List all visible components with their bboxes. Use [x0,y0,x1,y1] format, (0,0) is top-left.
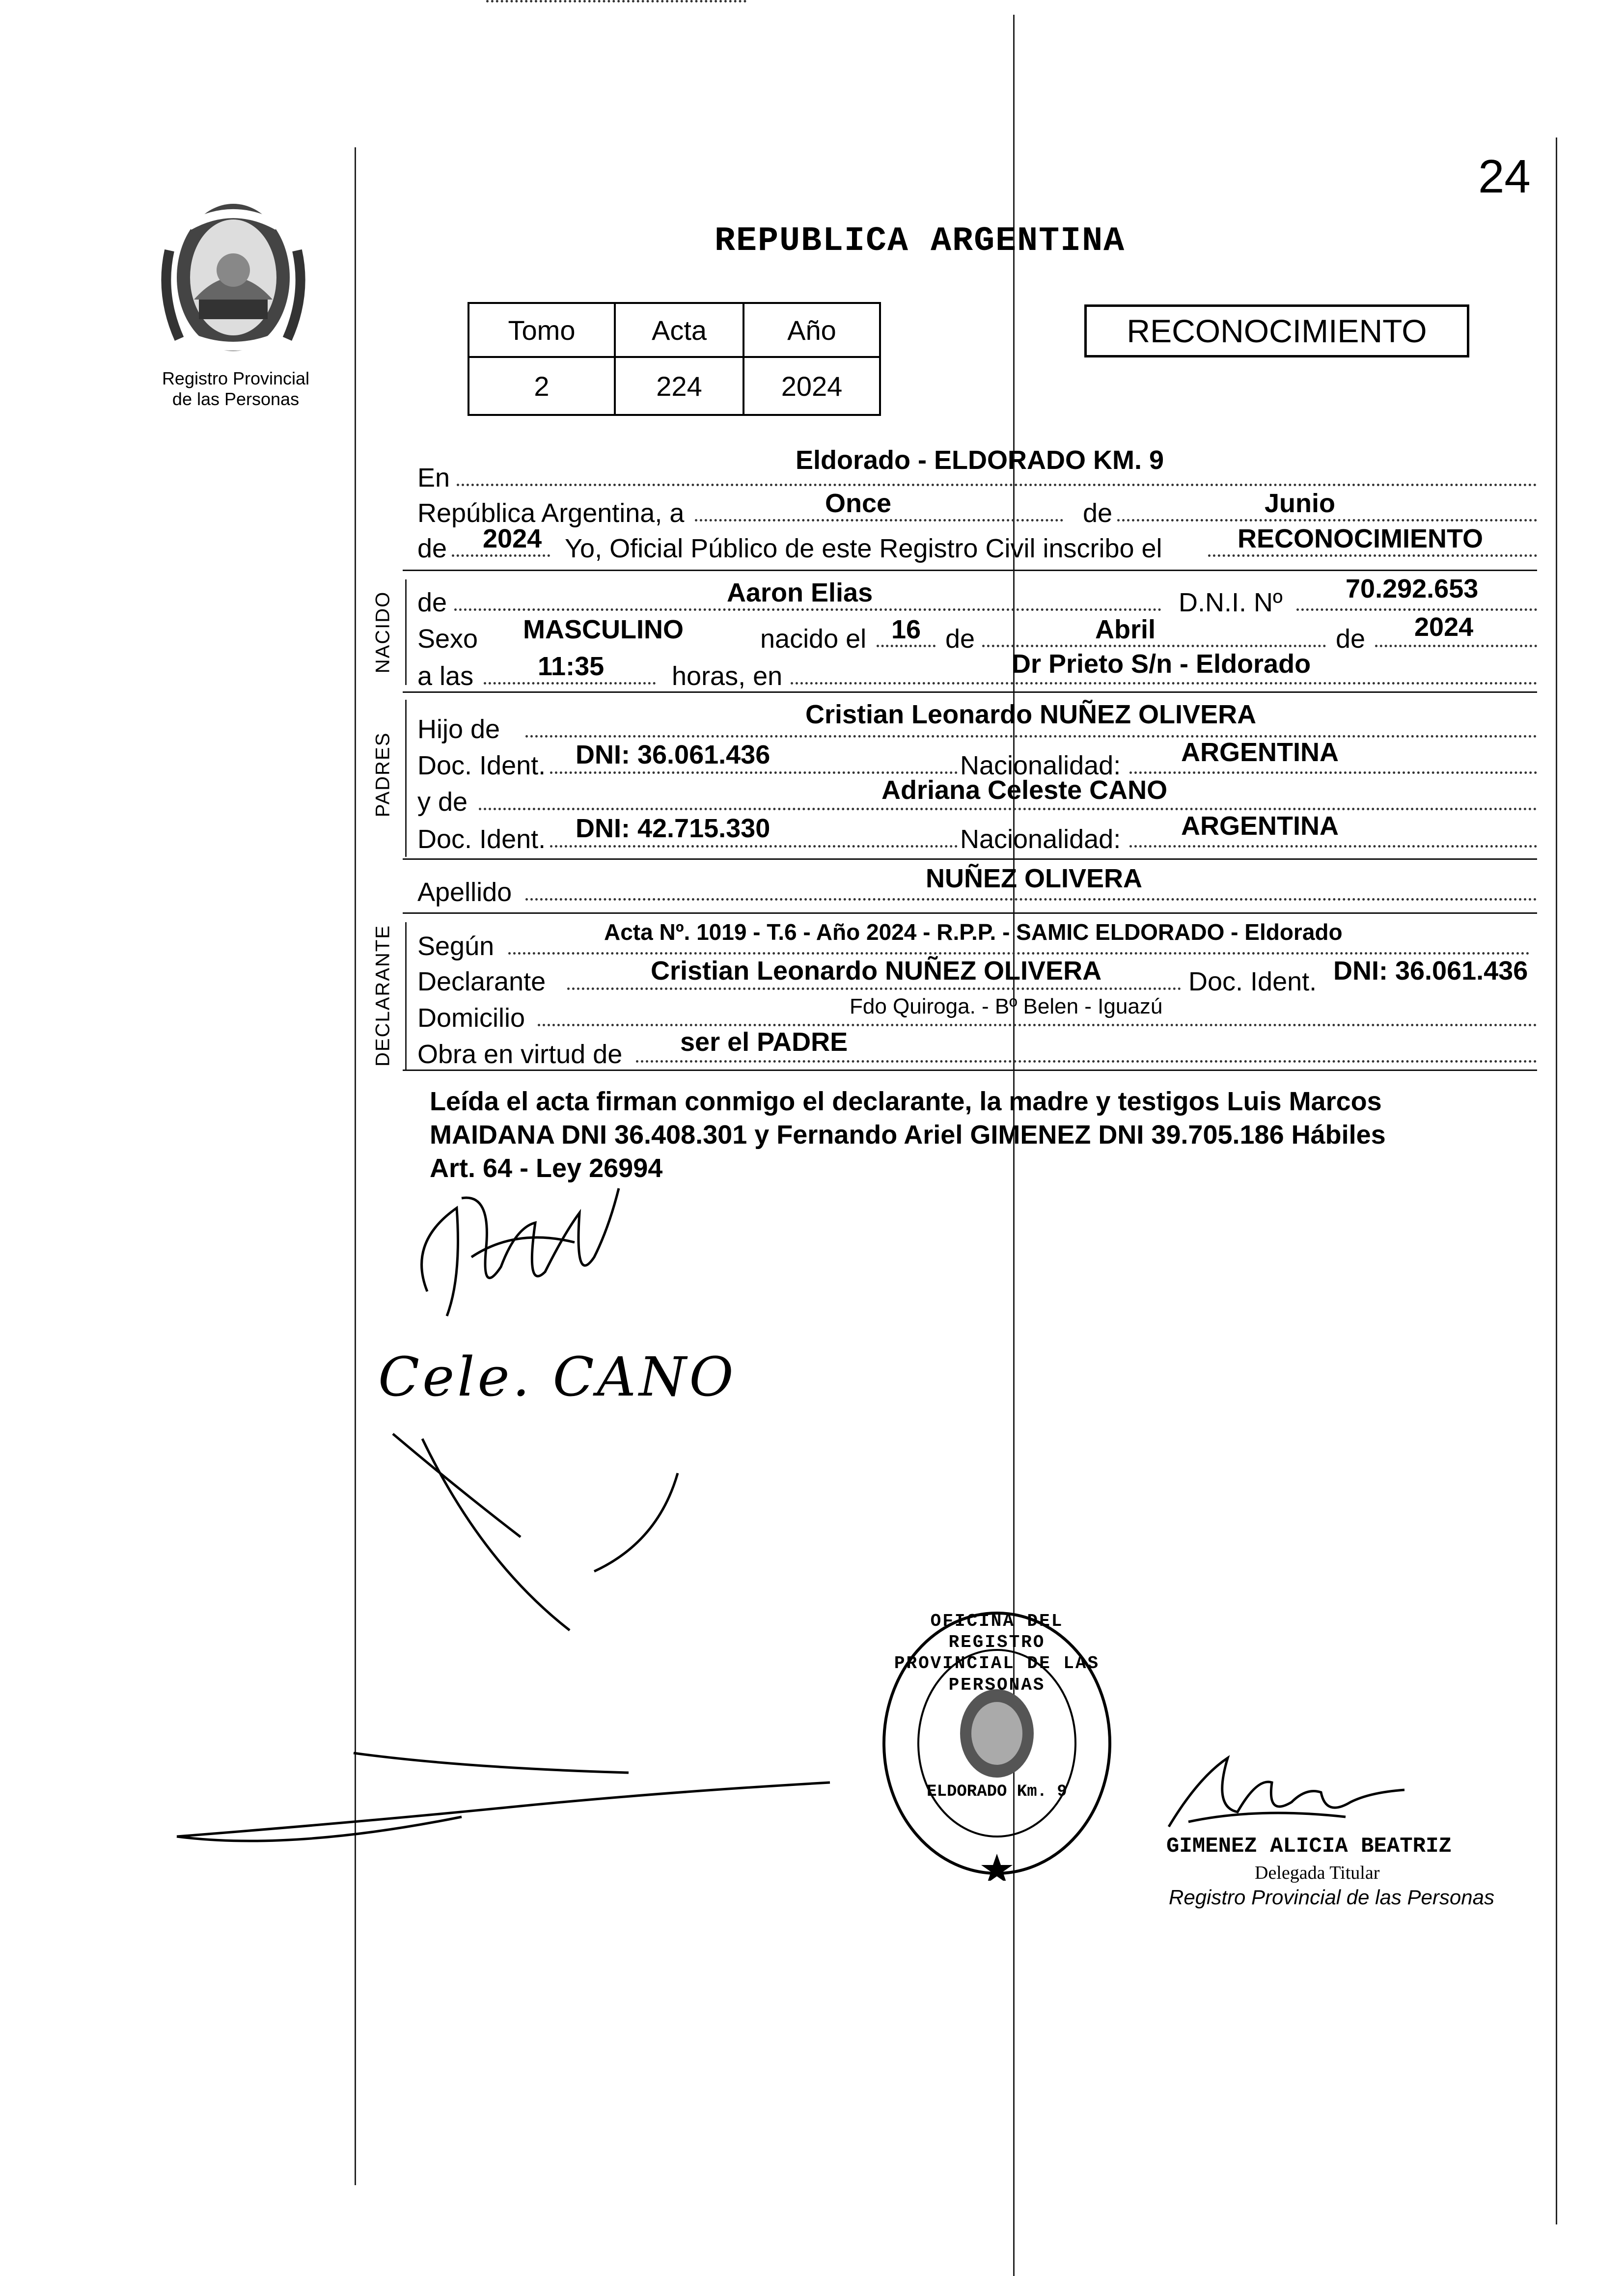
dots-dia-nac [877,645,936,647]
label-domicilio: Domicilio [417,1003,525,1033]
dots-apellido [525,898,1537,901]
left-margin-line [355,147,356,2185]
value-madre: Adriana Celeste CANO [881,775,1168,805]
logo-caption-line2: de las Personas [172,389,300,409]
value-dni: 70.292.653 [1346,574,1479,603]
value-sexo: MASCULINO [523,615,684,644]
value-hora: 11:35 [538,652,605,681]
value-mes-nac: Abril [1095,615,1156,644]
label-hijo-de: Hijo de [417,714,500,744]
label-de3: de [417,588,447,617]
dots-padre-nac [1129,771,1537,774]
label-en: En [417,463,450,493]
value-obra: ser el PADRE [680,1027,848,1057]
ref-value-tomo: 2 [468,357,615,415]
dots-acto [1208,554,1537,557]
label-doc-ident-1: Doc. Ident. [417,751,546,780]
section-divider-3 [403,858,1537,860]
dots-anio-nac [1375,645,1537,647]
page-number: 24 [1478,150,1531,203]
label-a-las: a las [417,661,474,691]
ref-header-tomo: Tomo [468,303,615,357]
label-yo: Yo, Oficial Público de este Registro Civil inscribo el [565,534,1162,563]
dots-nombre [454,608,1161,611]
label-nacionalidad-2: Nacionalidad: [960,824,1121,854]
dots-madre-nac [1129,845,1537,848]
label-de1: de [1083,498,1113,528]
dots-domicilio [538,1024,1537,1026]
value-anio-nac: 2024 [1414,612,1474,642]
value-declarante: Cristian Leonardo NUÑEZ OLIVERA [651,956,1102,986]
section-divider-5 [403,1069,1537,1071]
dots-sexo [486,0,746,2]
label-y-de: y de [417,787,468,817]
value-acto: RECONOCIMIENTO [1238,524,1484,553]
label-apellido: Apellido [417,877,512,907]
closing-line-3: Art. 64 - Ley 26994 [430,1153,663,1183]
value-padre: Cristian Leonardo NUÑEZ OLIVERA [805,700,1257,729]
witness-signature-2 [167,1738,854,1866]
dots-padre-doc [550,771,958,774]
ref-header-acta: Acta [615,303,743,357]
dots-padre [525,735,1537,738]
mother-signature: Cele. CANO [378,1345,737,1408]
declarant-signature [388,1169,683,1365]
dots-hora [484,682,656,685]
value-segun: Acta Nº. 1019 - T.6 - Año 2024 - R.P.P. - SAMIC ELDORADO - Eldorado [604,919,1343,945]
right-margin-line [1556,137,1557,2224]
value-lugar-nac: Dr Prieto S/n - Eldorado [1012,649,1311,679]
witness-signature [383,1414,776,1660]
label-de2: de [417,534,447,563]
reference-table [468,302,881,416]
logo-caption-line1: Registro Provincial [162,368,310,388]
dots-mes [1117,519,1537,521]
section-label-declarante: DECLARANTE [372,925,394,1067]
value-dia-nac: 16 [891,615,921,644]
label-de5: de [1336,624,1366,654]
label-rep-arg: República Argentina, a [417,498,685,528]
value-declarante-doc: DNI: 36.061.436 [1333,956,1528,986]
dots-declarante [567,987,1181,990]
label-doc-ident-2: Doc. Ident. [417,824,546,854]
dots-mes-nac [982,645,1326,647]
value-madre-nac: ARGENTINA [1181,811,1339,841]
value-lugar: Eldorado - ELDORADO KM. 9 [796,445,1164,475]
value-madre-doc: DNI: 42.715.330 [576,814,771,843]
closing-line-1: Leída el acta firman conmigo el declarante, la madre y testigos Luis Marcos [430,1087,1382,1116]
label-obra: Obra en virtud de [417,1040,623,1069]
value-padre-nac: ARGENTINA [1181,738,1339,767]
label-doc-ident-3: Doc. Ident. [1188,967,1317,996]
section-label-padres: PADRES [372,732,394,818]
province-logo [160,196,307,358]
section-divider-2 [403,691,1537,693]
official-org: Registro Provincial de las Personas [1169,1886,1494,1909]
ref-value-anio: 2024 [743,357,880,415]
value-nombre: Aaron Elias [727,578,873,607]
doc-type-label: RECONOCIMIENTO [1127,313,1427,349]
label-nacionalidad-1: Nacionalidad: [960,751,1121,780]
misiones-seal-icon [160,196,307,358]
official-role: Delegada Titular [1255,1863,1380,1883]
dots-en [457,484,1537,486]
stamp-ring-text: OFICINA DEL REGISTRO PROVINCIAL DE LAS PERSONAS [894,1611,1100,1695]
bracket-padres [405,700,407,857]
value-padre-doc: DNI: 36.061.436 [576,740,771,769]
label-nacido-el: nacido el [760,624,867,654]
bracket-declarante [405,922,407,1069]
section-divider-4 [403,912,1537,914]
label-de4: de [945,624,975,654]
dots-lugar-nac [791,682,1537,685]
section-divider-1 [403,570,1537,571]
dots-madre-doc [550,845,958,848]
official-signature [1159,1748,1414,1837]
dots-dni [1296,608,1537,611]
dots-obra [636,1060,1537,1063]
official-name: GIMENEZ ALICIA BEATRIZ [1166,1834,1452,1859]
ref-header-anio: Año [743,303,880,357]
section-label-nacido: NACIDO [372,591,394,674]
dots-dia [695,519,1063,521]
ref-value-acta: 224 [615,357,743,415]
value-domicilio: Fdo Quiroga. - Bº Belen - Iguazú [850,994,1163,1018]
label-segun: Según [417,932,495,961]
country-heading: REPUBLICA ARGENTINA [715,222,1126,261]
closing-line-2: MAIDANA DNI 36.408.301 y Fernando Ariel GIMENEZ DNI 39.705.186 Hábiles [430,1120,1386,1150]
label-sexo: Sexo [417,624,478,654]
label-horas-en: horas, en [672,661,783,691]
bracket-nacido [405,579,407,685]
dots-anio [452,554,550,557]
label-declarante: Declarante [417,967,546,996]
dots-madre [479,808,1537,810]
value-dia: Once [825,489,892,518]
value-anio: 2024 [483,524,542,553]
doc-type-box [1084,304,1469,357]
label-dni: D.N.I. Nº [1179,588,1283,617]
value-apellido: NUÑEZ OLIVERA [926,864,1143,893]
stamp-inner-text: ELDORADO Km. 9 [927,1782,1067,1801]
dots-segun [508,952,1530,955]
value-mes: Junio [1265,489,1335,518]
